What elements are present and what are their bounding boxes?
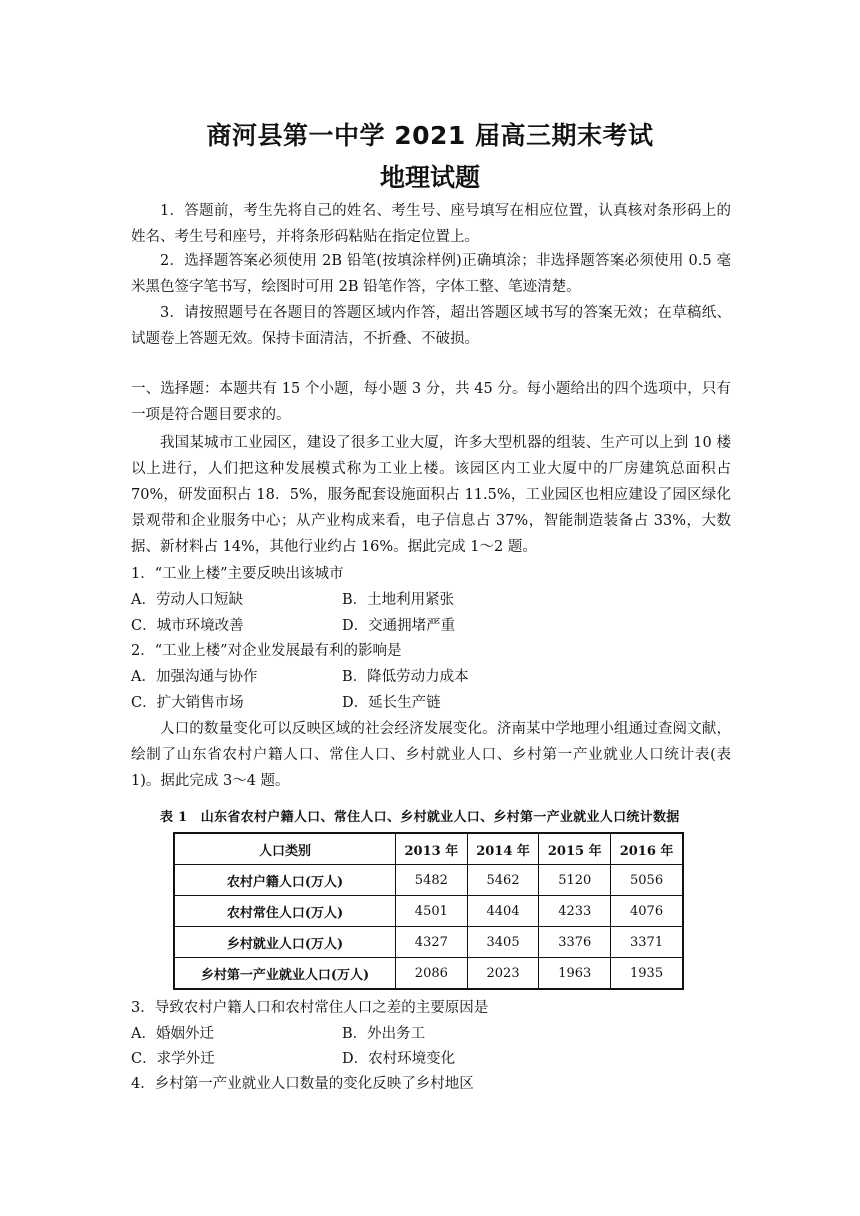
table-header-row — [174, 833, 683, 865]
instruction-3: 3．请按照题号在各题目的答题区域内作答，超出答题区域书写的答案无效；在草稿纸、试题卷上答题无效。保持卡面清洁，不折叠、不破损。 — [131, 305, 731, 347]
table-cell: 4233 — [539, 896, 611, 927]
question-1-option-b: B．土地利用紧张 — [342, 592, 455, 608]
table-cell: 1935 — [611, 958, 683, 990]
table-row — [174, 865, 683, 896]
question-3-option-c: C．求学外迁 — [131, 1051, 215, 1067]
question-2-option-a: A．加强沟通与协作 — [131, 669, 258, 685]
table-cell: 5482 — [396, 865, 468, 896]
table-cell: 5056 — [611, 865, 683, 896]
table-row-label: 农村户籍人口(万人) — [174, 865, 396, 896]
question-1-option-a: A．劳动人口短缺 — [131, 592, 243, 608]
question-2-option-b: B．降低劳动力成本 — [342, 669, 469, 685]
question-3-option-d: D．农村环境变化 — [342, 1051, 456, 1067]
population-table — [173, 832, 684, 990]
table-row-label: 乡村就业人口(万人) — [174, 927, 396, 958]
table-cell: 4327 — [396, 927, 468, 958]
question-2-option-c: C．扩大销售市场 — [131, 695, 244, 711]
table-cell: 4076 — [611, 896, 683, 927]
passage-2: 人口的数量变化可以反映区域的社会经济发展变化。济南某中学地理小组通过查阅文献，绘制了山东省农村户籍人口、常住人口、乡村就业人口、乡村第一产业就业人口统计表(表 1)。据此完成 3～4 题。 — [131, 721, 731, 789]
table-row — [174, 958, 683, 990]
table-caption: 表 1 山东省农村户籍人口、常住人口、乡村就业人口、乡村第一产业就业人口统计数据 — [160, 810, 680, 825]
question-4-stem: 4．乡村第一产业就业人口数量的变化反映了乡村地区 — [131, 1076, 474, 1092]
question-2-option-d: D．延长生产链 — [342, 695, 441, 711]
table-header-cell: 2013 年 — [396, 833, 468, 865]
table-cell: 1963 — [539, 958, 611, 990]
table-header-cell: 2014 年 — [467, 833, 539, 865]
table-cell: 2086 — [396, 958, 468, 990]
question-3-option-b: B．外出务工 — [342, 1026, 426, 1042]
section-heading: 一、选择题：本题共有 15 个小题，每小题 3 分，共 45 分。每小题给出的四个选项中，只有一项是符合题目要求的。 — [131, 381, 731, 423]
table-cell: 3405 — [467, 927, 539, 958]
question-1-option-d: D．交通拥堵严重 — [342, 618, 456, 634]
table-cell: 2023 — [467, 958, 539, 990]
instruction-1: 1．答题前，考生先将自己的姓名、考生号、座号填写在相应位置，认真核对条形码上的姓名、考生号和座号，并将条形码粘贴在指定位置上。 — [131, 203, 731, 245]
table-header-cell: 2015 年 — [539, 833, 611, 865]
question-1-option-c: C．城市环境改善 — [131, 618, 244, 634]
table-cell: 5120 — [539, 865, 611, 896]
table-row-label: 农村常住人口(万人) — [174, 896, 396, 927]
question-1-stem: 1．“工业上楼”主要反映出该城市 — [131, 566, 344, 582]
table-cell: 4404 — [467, 896, 539, 927]
exam-subject: 地理试题 — [379, 163, 480, 192]
table-header-cell: 人口类别 — [174, 833, 396, 865]
instruction-2: 2．选择题答案必须使用 2B 铅笔(按填涂样例)正确填涂；非选择题答案必须使用 0.5 毫米黑色签字笔书写，绘图时可用 2B 铅笔作答，字体工整、笔迹清楚。 — [131, 253, 731, 295]
table-cell: 3376 — [539, 927, 611, 958]
table-row — [174, 927, 683, 958]
question-2-stem: 2．“工业上楼”对企业发展最有利的影响是 — [131, 643, 402, 659]
question-3-stem: 3．导致农村户籍人口和农村常住人口之差的主要原因是 — [131, 1000, 489, 1016]
passage-1: 我国某城市工业园区，建设了很多工业大厦，许多大型机器的组装、生产可以上到 10 楼以上进行，人们把这种发展模式称为工业上楼。该园区内工业大厦中的厂房建筑总面积占 70%，研发面积占 18．5%，服务配套设施面积占 11.5%，工业园区也相应建设了园区绿化景观带和企业服务中心；从产业构成来看，电子信息占 37%，智能制造装备占 33%，大数据、新材料占 14%，其他行业约占 16%。据此完成 1～2 题。 — [131, 435, 731, 555]
table-row-label: 乡村第一产业就业人口(万人) — [174, 958, 396, 990]
table-header-cell: 2016 年 — [611, 833, 683, 865]
table-row — [174, 896, 683, 927]
exam-title: 商河县第一中学 2021 届高三期末考试 — [206, 121, 654, 150]
question-3-option-a: A．婚姻外迁 — [131, 1026, 214, 1042]
table-cell: 5462 — [467, 865, 539, 896]
table-cell: 4501 — [396, 896, 468, 927]
table-cell: 3371 — [611, 927, 683, 958]
